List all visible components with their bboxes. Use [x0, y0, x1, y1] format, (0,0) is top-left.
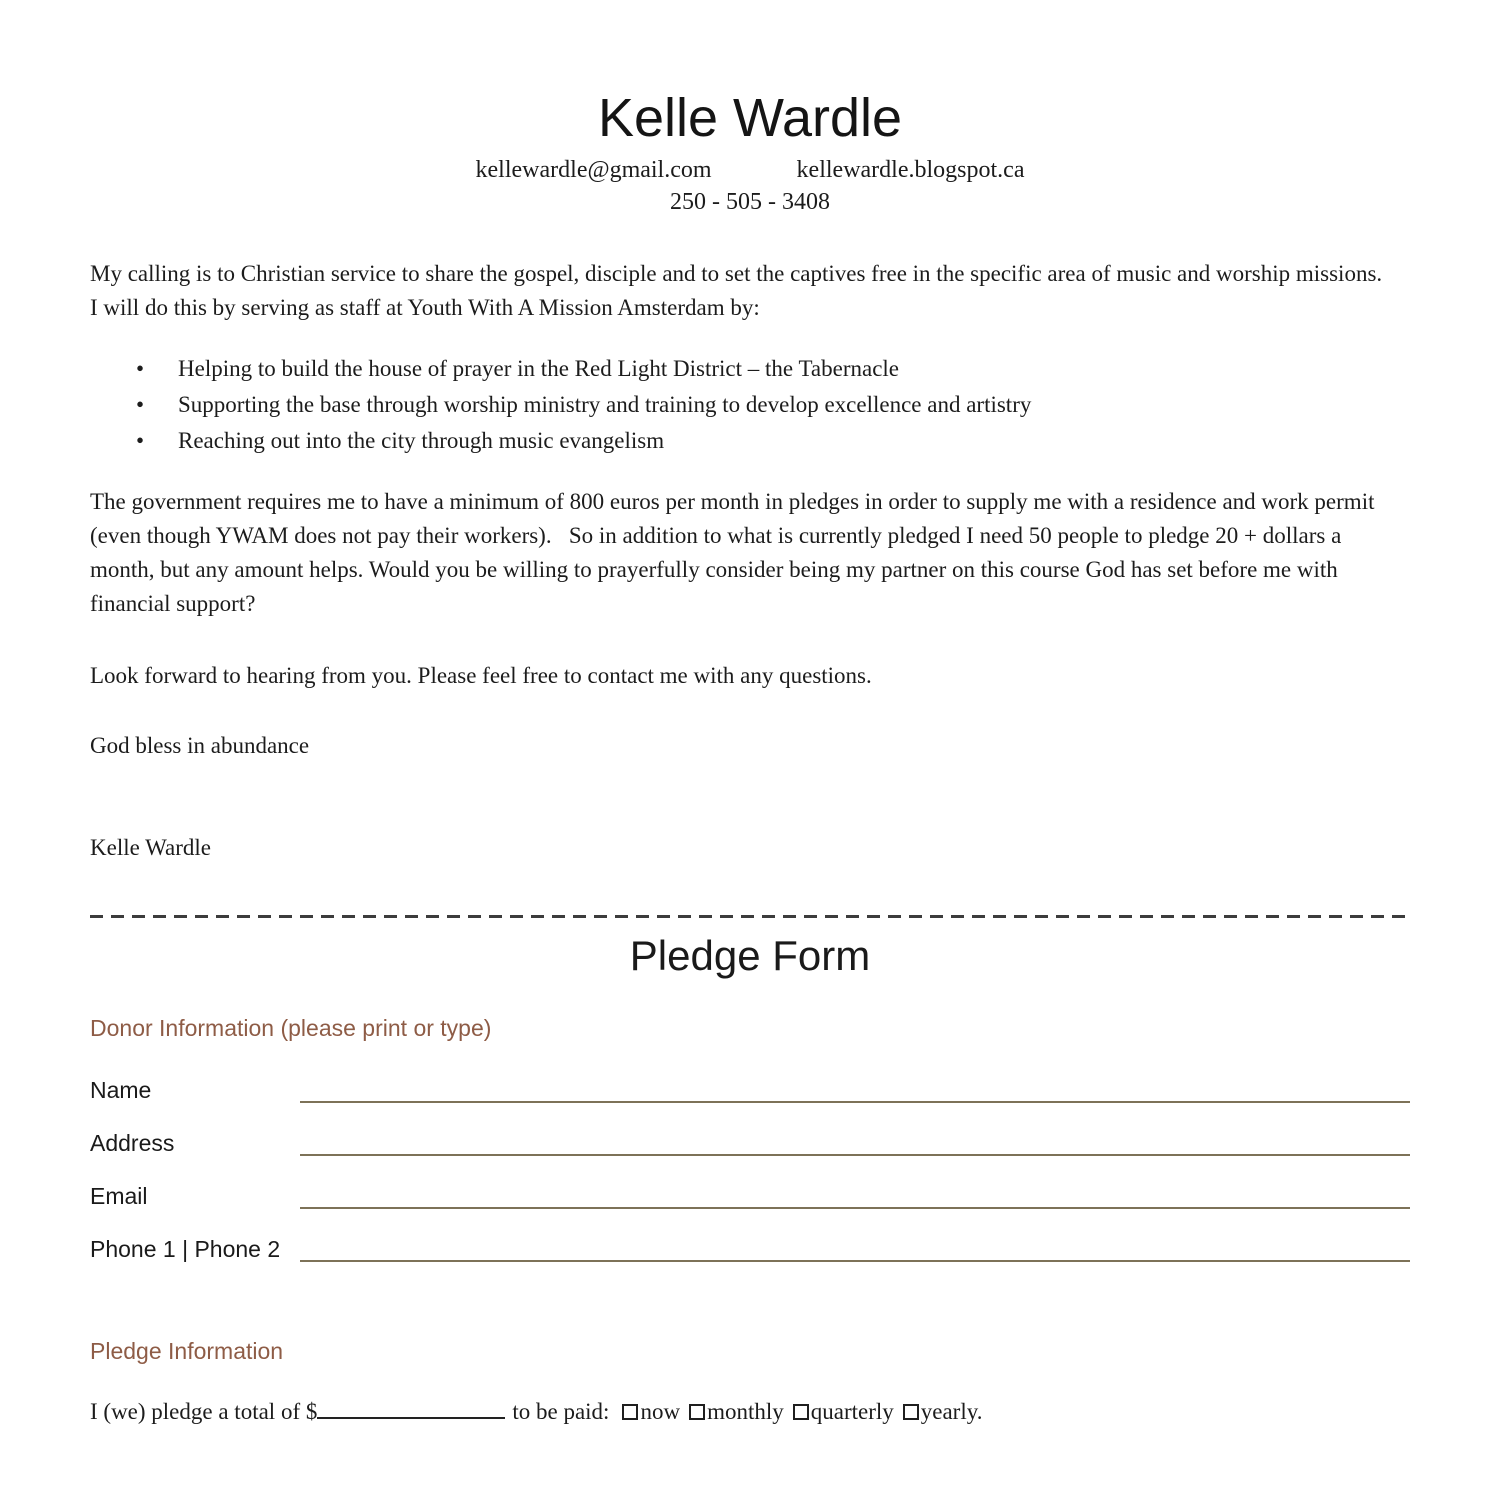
bullet-icon: •	[136, 427, 145, 453]
field-row-name	[90, 1076, 1410, 1104]
page-title: Kelle Wardle	[597, 88, 903, 148]
address-field-label: Address	[90, 1129, 175, 1156]
signature-text: Kelle Wardle	[90, 834, 211, 860]
amount-blank-line[interactable]	[317, 1417, 505, 1419]
list-item	[90, 423, 1410, 459]
list-item-text: Reaching out into the city through music evangelism	[178, 427, 665, 453]
phone-field-line[interactable]	[300, 1260, 1410, 1262]
option-quarterly-label: quarterly	[810, 1398, 894, 1424]
pledge-prefix-text: I (we) pledge a total of $	[90, 1398, 318, 1424]
email-text: kellewardle@gmail.com	[475, 156, 712, 183]
letterhead	[90, 0, 1410, 217]
pledge-suffix-text: .	[976, 1398, 983, 1424]
list-item	[90, 351, 1410, 387]
closing-line: God bless in abundance	[90, 732, 310, 758]
list-item-text: Supporting the base through worship ministry and training to develop excellence and artistry	[178, 391, 1032, 417]
option-monthly	[689, 1399, 784, 1424]
contact-row	[90, 155, 1410, 185]
pledge-form-section	[90, 932, 1410, 1429]
field-row-email	[90, 1182, 1410, 1210]
checkbox-yearly[interactable]	[903, 1404, 919, 1420]
email-field-label: Email	[90, 1182, 148, 1209]
option-quarterly	[793, 1399, 894, 1424]
field-row-address	[90, 1129, 1410, 1157]
pledge-form-title: Pledge Form	[629, 931, 871, 979]
phone-text: 250 - 505 - 3408	[670, 188, 830, 215]
option-now	[622, 1399, 680, 1424]
checkbox-quarterly[interactable]	[793, 1404, 809, 1420]
letter-body	[90, 257, 1410, 865]
option-now-label: now	[640, 1398, 681, 1424]
pledge-amount-line	[90, 1395, 1410, 1429]
name-field-line[interactable]	[300, 1101, 1410, 1103]
donor-section-heading: Donor Information (please print or type)	[90, 1014, 492, 1041]
name-field-label: Name	[90, 1076, 152, 1103]
email-field-line[interactable]	[300, 1207, 1410, 1209]
contact-invite-paragraph: Look forward to hearing from you. Please feel free to contact me with any questions.	[90, 662, 872, 688]
option-monthly-label: monthly	[707, 1398, 784, 1424]
support-paragraph: The government requires me to have a minimum of 800 euros per month in pledges in order to supply me with a residence and work permit (even though YWAM does not pay their workers). So in addition to what is currently pledged I need 50 people to pledge 20 + dollars a month, but any amount helps. Would you be willing to prayerfully consider being my partner on this course God has set before me with financial support?	[90, 488, 1375, 616]
pledge-middle-text: to be paid:	[512, 1398, 610, 1424]
list-item-text: Helping to build the house of prayer in the Red Light District – the Tabernacle	[178, 355, 899, 381]
address-field-line[interactable]	[300, 1154, 1410, 1156]
checkbox-now[interactable]	[622, 1404, 638, 1420]
calling-paragraph: My calling is to Christian service to share the gospel, disciple and to set the captives free in the specific area of music and worship missions.	[90, 260, 1383, 286]
dashed-divider	[90, 915, 1410, 918]
pledge-section-heading: Pledge Information	[90, 1337, 284, 1364]
serving-line: I will do this by serving as staff at Youth With A Mission Amsterdam by:	[90, 294, 760, 320]
option-yearly	[903, 1399, 977, 1424]
option-yearly-label: yearly	[920, 1398, 977, 1424]
phone-field-label: Phone 1 | Phone 2	[90, 1235, 281, 1262]
website-text: kellewardle.blogspot.ca	[796, 156, 1025, 183]
ministry-bullet-list	[90, 351, 1410, 459]
field-row-phone	[90, 1235, 1410, 1263]
donor-fields	[90, 1076, 1410, 1263]
checkbox-monthly[interactable]	[689, 1404, 705, 1420]
bullet-icon: •	[136, 355, 145, 381]
list-item	[90, 387, 1410, 423]
bullet-icon: •	[136, 391, 145, 417]
